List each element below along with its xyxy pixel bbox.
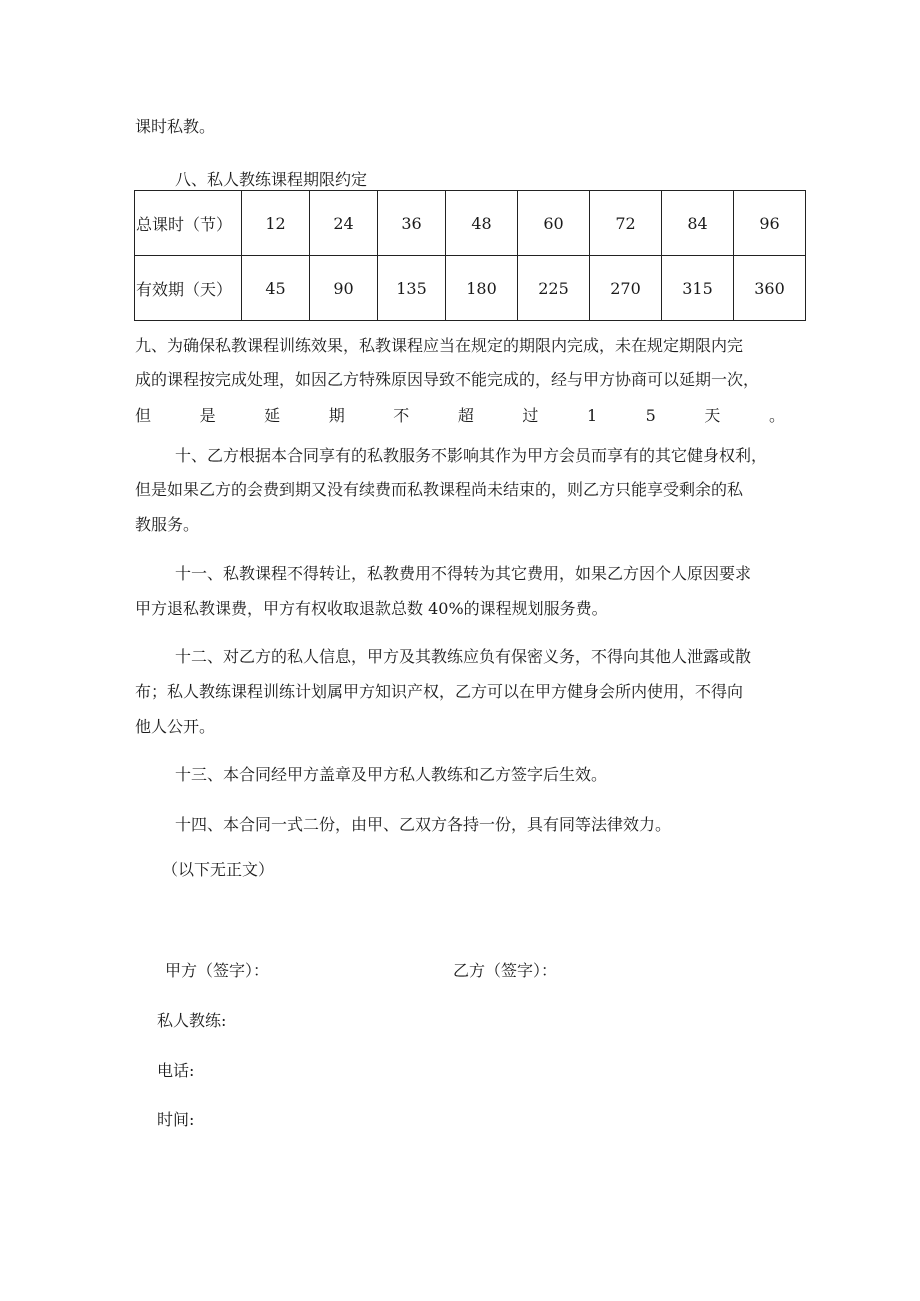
section10-paragraph <box>135 446 785 546</box>
table-cell: 24 <box>310 191 378 256</box>
table-cell: 36 <box>378 191 446 256</box>
section12-line: 布；私人教练课程训练计划属甲方知识产权，乙方可以在甲方健身会所内使用，不得向 <box>135 682 744 701</box>
spread-char: 延 <box>264 406 281 425</box>
table-cell: 45 <box>242 256 310 321</box>
table-cell: 84 <box>662 191 734 256</box>
trainer-label: 私人教练: <box>157 1011 227 1030</box>
spread-char: 。 <box>768 406 785 425</box>
table-cell: 96 <box>734 191 806 256</box>
table-cell: 180 <box>446 256 518 321</box>
spread-char: 但 <box>135 406 152 425</box>
table-cell: 12 <box>242 191 310 256</box>
table-cell: 315 <box>662 256 734 321</box>
section13-text: 十三、本合同经甲方盖章及甲方私人教练和乙方签字后生效。 <box>175 765 608 784</box>
course-period-table <box>134 190 806 321</box>
end-note: （以下无正文） <box>162 860 275 879</box>
table-cell: 60 <box>518 191 590 256</box>
table-cell: 225 <box>518 256 590 321</box>
table-cell: 90 <box>310 256 378 321</box>
party-a-signature-label: 甲方（签字）： <box>165 961 270 980</box>
section10-line: 但是如果乙方的会费到期又没有续费而私教课程尚未结束的，则乙方只能享受剩余的私 <box>135 480 744 499</box>
time-label: 时间: <box>157 1110 195 1129</box>
spread-char: 期 <box>328 406 345 425</box>
section11-paragraph <box>135 564 785 624</box>
table-row-validity-days <box>135 256 806 321</box>
section8-title: 八、私人教练课程期限约定 <box>175 170 368 189</box>
table-cell: 270 <box>590 256 662 321</box>
row-label: 有效期（天） <box>135 256 242 321</box>
table-cell: 360 <box>734 256 806 321</box>
spread-char: 1 <box>586 406 598 425</box>
section11-line: 甲方退私教课费，甲方有权收取退款总数 40%的课程规划服务费。 <box>135 599 608 618</box>
section12-line: 十二、对乙方的私人信息，甲方及其教练应负有保密义务，不得向其他人泄露或散 <box>175 647 752 666</box>
phone-label: 电话: <box>157 1061 195 1080</box>
section12-paragraph <box>135 647 785 747</box>
spread-char: 5 <box>645 406 656 425</box>
section10-line: 教服务。 <box>135 515 200 534</box>
spread-char: 不 <box>393 406 410 425</box>
party-b-signature-label: 乙方（签字）： <box>453 961 558 980</box>
spread-char: 过 <box>522 406 539 425</box>
table-cell: 48 <box>446 191 518 256</box>
table-cell: 135 <box>378 256 446 321</box>
section9-line: 九、为确保私教课程训练效果，私教课程应当在规定的期限内完成，未在规定期限内完 <box>135 336 744 355</box>
section11-line: 十一、私教课程不得转让，私教费用不得转为其它费用，如果乙方因个人原因要求 <box>175 564 752 583</box>
section12-line: 他人公开。 <box>135 717 216 736</box>
spread-char: 超 <box>457 406 474 425</box>
section10-line: 十、乙方根据本合同享有的私教服务不影响其作为甲方会员而享有的其它健身权利， <box>175 446 768 465</box>
section14-text: 十四、本合同一式二份，由甲、乙双方各持一份，具有同等法律效力。 <box>175 815 672 834</box>
row-label: 总课时（节） <box>135 191 242 256</box>
section9-paragraph <box>135 336 785 446</box>
table-row-total-hours <box>135 191 806 256</box>
section9-spread-line <box>135 406 785 426</box>
section9-line: 成的课程按完成处理，如因乙方特殊原因导致不能完成的，经与甲方协商可以延期一次， <box>135 370 760 389</box>
spread-char: 是 <box>199 406 216 425</box>
spread-char: 天 <box>704 406 721 425</box>
continued-line: 课时私教。 <box>135 117 216 136</box>
table-cell: 72 <box>590 191 662 256</box>
